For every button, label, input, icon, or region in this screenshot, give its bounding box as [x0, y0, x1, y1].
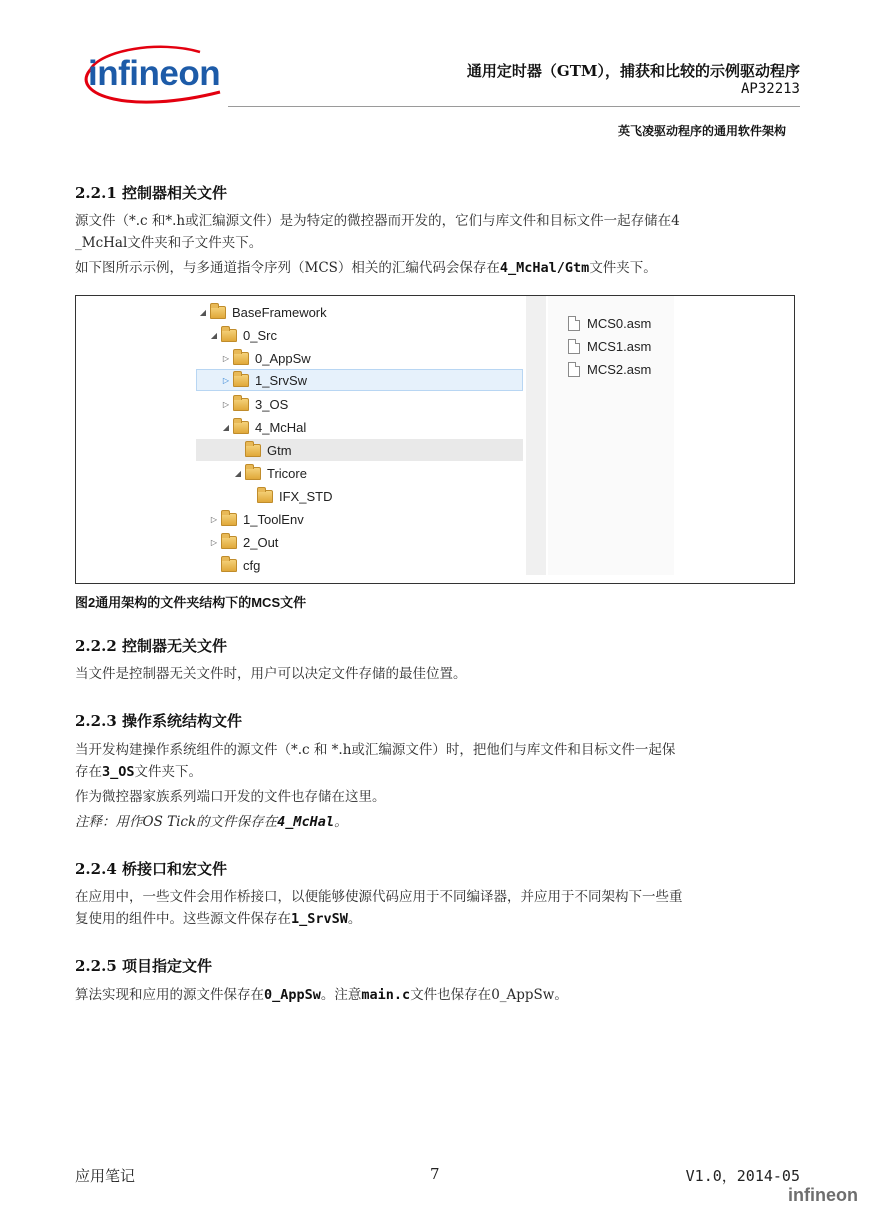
folder-icon — [245, 444, 261, 457]
paragraph-text: 存在 — [75, 764, 102, 780]
paragraph-text: 。注意 — [320, 987, 362, 1003]
file-item-label: MCS2.asm — [587, 361, 652, 377]
document-subtitle: 英飞凌驱动程序的通用软件架构 — [617, 124, 786, 138]
collapse-arrow-icon[interactable]: ▷ — [222, 375, 230, 385]
document-title: 通用定时器（GTM），捕获和比较的示例驱动程序 — [466, 62, 800, 80]
tree-item-tricore[interactable] — [233, 462, 307, 484]
tree-item-label: Tricore — [267, 465, 307, 481]
collapse-arrow-icon[interactable]: ▷ — [210, 537, 218, 547]
folder-structure-figure — [75, 295, 795, 584]
tree-item-1-srvsw[interactable] — [196, 369, 523, 391]
tree-item-label: 1_SrvSw — [255, 372, 308, 388]
path-bold: 4_McHal — [277, 814, 335, 830]
path-bold: 0_AppSw — [264, 987, 321, 1003]
tree-item-label: 3_OS — [255, 396, 289, 412]
logo-text: infineon — [88, 54, 221, 93]
tree-item-cfg[interactable] — [209, 554, 260, 576]
tree-item-label: cfg — [243, 557, 261, 573]
collapse-arrow-icon[interactable]: ▷ — [222, 399, 230, 409]
paragraph-line: _McHal文件夹和子文件夹下。 — [75, 235, 263, 251]
tree-item-label: IFX_STD — [279, 488, 333, 504]
paragraph-text: 文件也保存在 — [410, 987, 492, 1003]
path-bold: 4_McHal/Gtm — [499, 260, 590, 276]
paragraph-text: 算法实现和应用的源文件保存在 — [75, 987, 264, 1003]
note-text: 。 — [334, 814, 348, 830]
expand-arrow-icon[interactable]: ◢ — [234, 468, 242, 478]
path-bold: main.c — [361, 987, 411, 1003]
file-icon — [568, 339, 580, 354]
tree-item-0-src[interactable] — [209, 324, 277, 346]
folder-icon — [221, 536, 237, 549]
tree-item-baseframework[interactable] — [198, 301, 327, 323]
file-item-label: MCS0.asm — [587, 315, 652, 331]
figure-caption: 图2通用架构的文件夹结构下的MCS文件 — [75, 595, 307, 610]
tree-item-2-out[interactable] — [209, 531, 278, 553]
tree-item-label: 0_Src — [243, 327, 277, 343]
footer-logo: infineon — [788, 1185, 858, 1205]
folder-icon — [245, 467, 261, 480]
paragraph-line: 在应用中，一些文件会用作桥接口，以便能够使源代码应用于不同编译器，并应用于不同架构下一些重 — [75, 889, 683, 905]
file-icon — [568, 316, 580, 331]
paragraph-text: 文件夹下。 — [589, 260, 657, 276]
header-divider — [228, 106, 800, 107]
path-bold: 3_OS — [102, 764, 135, 780]
folder-icon — [233, 374, 249, 387]
folder-icon — [210, 306, 226, 319]
tree-item-label: 4_McHal — [255, 419, 307, 435]
section-heading-2-2-1: 2.2.1 控制器相关文件 — [75, 184, 227, 202]
file-item-label: MCS1.asm — [587, 338, 652, 354]
section-heading-2-2-3: 2.2.3 操作系统结构文件 — [75, 712, 242, 730]
collapse-arrow-icon[interactable]: ▷ — [210, 514, 218, 524]
tree-item-1-toolenv[interactable] — [209, 508, 304, 530]
tree-item-0-appsw[interactable] — [221, 347, 311, 369]
infineon-logo — [70, 40, 232, 108]
file-icon — [568, 362, 580, 377]
paragraph-text: 复使用的组件中。这些源文件保存在 — [75, 911, 291, 927]
tree-item-label: BaseFramework — [232, 304, 327, 320]
tree-item-3-os[interactable] — [221, 393, 288, 415]
folder-icon — [233, 352, 249, 365]
tree-item-4-mchal[interactable] — [221, 416, 306, 438]
paragraph-line: 源文件（*.c 和*.h或汇编源文件）是为特定的微控器而开发的，它们与库文件和目标文件一起存储在4 — [75, 213, 680, 229]
file-item-mcs0[interactable] — [568, 312, 651, 334]
path-bold: 1_SrvSW — [291, 911, 348, 927]
paragraph-line: 当开发构建操作系统组件的源文件（*.c 和 *.h或汇编源文件）时，把他们与库文件和目标文件一起保 — [75, 742, 676, 758]
folder-icon — [221, 513, 237, 526]
tree-item-ifx-std[interactable] — [245, 485, 332, 507]
file-item-mcs1[interactable] — [568, 335, 651, 357]
note-2-2-3 — [75, 811, 805, 833]
tree-item-label: Gtm — [267, 442, 292, 458]
tree-item-gtm[interactable] — [196, 439, 523, 461]
folder-icon — [221, 329, 237, 342]
paragraph-2-2-3-b: 作为微控器家族系列端口开发的文件也存储在这里。 — [75, 789, 386, 805]
paragraph-2-2-2: 当文件是控制器无关文件时，用户可以决定文件存储的最佳位置。 — [75, 666, 467, 682]
document-code: AP32213 — [740, 81, 800, 97]
paragraph-2-2-3-a — [75, 739, 805, 783]
folder-icon — [233, 421, 249, 434]
file-item-mcs2[interactable] — [568, 358, 651, 380]
section-heading-2-2-5: 2.2.5 项目指定文件 — [75, 957, 212, 975]
folder-icon — [221, 559, 237, 572]
section-heading-2-2-4: 2.2.4 桥接口和宏文件 — [75, 860, 227, 878]
folder-icon — [257, 490, 273, 503]
footer-doc-type: 应用笔记 — [75, 1167, 136, 1185]
section-heading-2-2-2: 2.2.2 控制器无关文件 — [75, 637, 227, 655]
tree-item-label: 0_AppSw — [255, 350, 311, 366]
paragraph-2-2-1-b — [75, 257, 805, 279]
paragraph-text: 0_AppSw。 — [491, 987, 568, 1003]
tree-item-label: 1_ToolEnv — [243, 511, 304, 527]
tree-item-label: 2_Out — [243, 534, 279, 550]
paragraph-2-2-1-a — [75, 210, 805, 254]
note-text: 注释：用作OS Tick的文件保存在 — [75, 814, 278, 830]
page-number: 7 — [430, 1165, 440, 1183]
paragraph-2-2-5 — [75, 984, 805, 1006]
folder-icon — [233, 398, 249, 411]
explorer-scrollbar[interactable] — [526, 296, 546, 575]
collapse-arrow-icon[interactable]: ▷ — [222, 353, 230, 363]
paragraph-text: 如下图所示示例，与多通道指令序列（MCS）相关的汇编代码会保存在 — [75, 260, 500, 276]
paragraph-text: 。 — [347, 911, 362, 927]
paragraph-text: 文件夹下。 — [134, 764, 203, 780]
footer-version: V1.0，2014-05 — [685, 1167, 800, 1185]
expand-arrow-icon[interactable]: ◢ — [222, 422, 230, 432]
paragraph-2-2-4 — [75, 886, 805, 930]
expand-arrow-icon[interactable]: ◢ — [210, 330, 218, 340]
expand-arrow-icon[interactable]: ◢ — [199, 307, 207, 317]
